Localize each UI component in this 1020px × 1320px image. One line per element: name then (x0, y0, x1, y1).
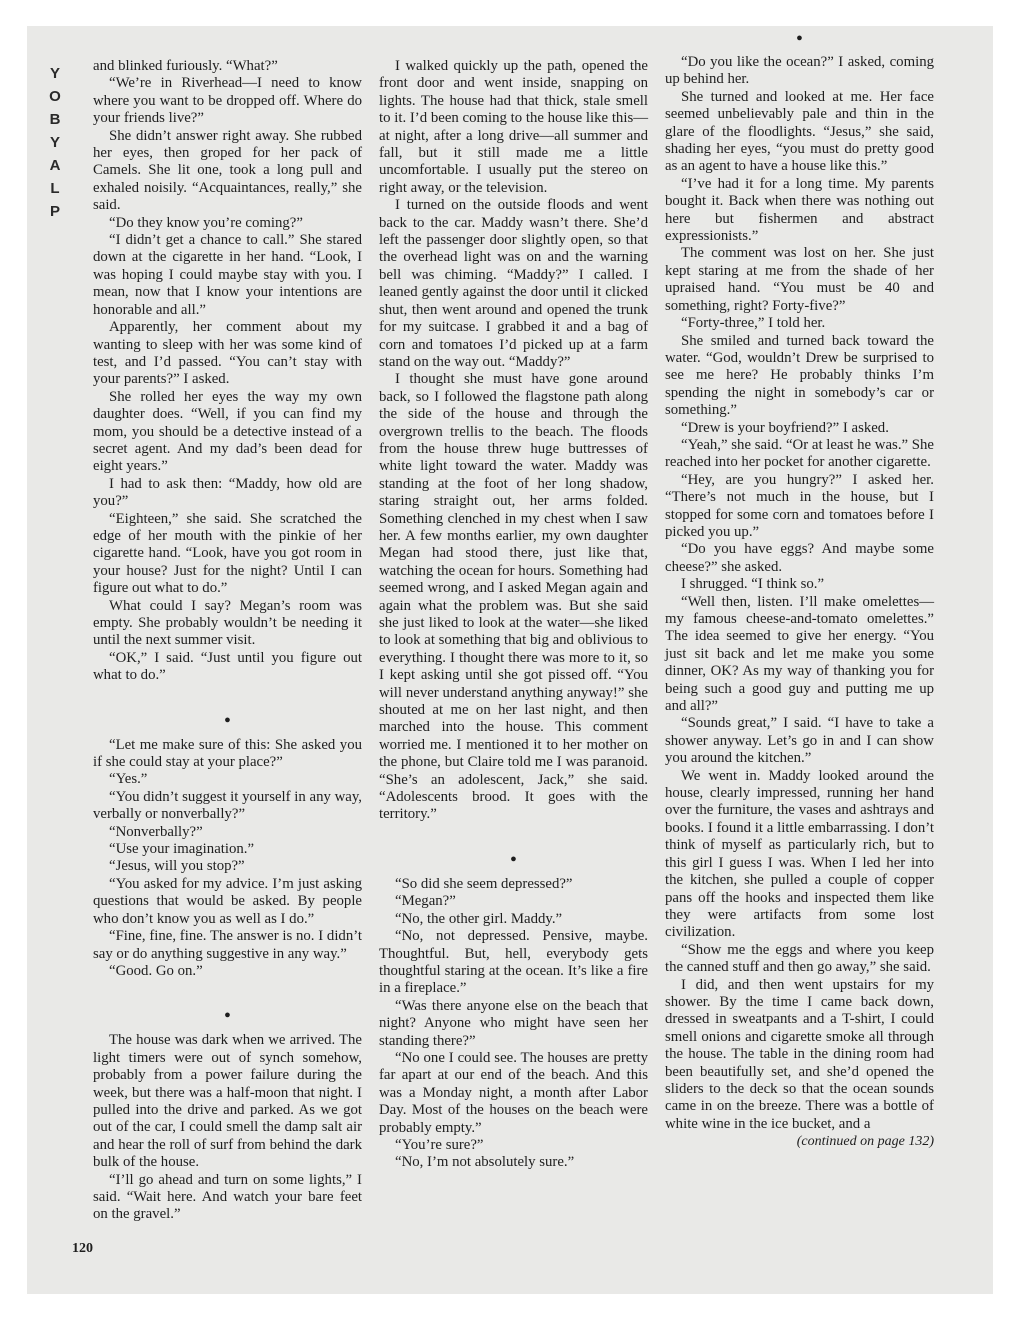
paragraph: She turned and looked at me. Her face seemed unbelievably pale and thin in the glare of the floodlights. “Jesus,” she said, shading her eyes, “you must do pretty good as an agent to have a house like this.” (665, 88, 934, 175)
paragraph: “No one I could see. The houses are pretty far apart at our end of the beach. And this was a Monday night, a month after Labor Day. Most of the houses on the beach were probably empty.” (379, 1049, 648, 1136)
page-number: 120 (72, 1241, 93, 1256)
magazine-page (27, 26, 993, 1294)
paragraph: I walked quickly up the path, opened the front door and went inside, snapping on lights. The house had that thick, stale smell to it. I’d been coming to the house like this—at night, after a long drive—all summer and fall, but it still made me a little uncomfortable. I usually put the stereo on right away, or the television. (379, 58, 648, 196)
running-head-letter: Y (49, 65, 60, 82)
running-head-letter: O (49, 88, 61, 105)
paragraph: “I’ve had it for a long time. My parents bought it. Back when there was nothing out here but fishermen and abstract expressionists.” (665, 175, 934, 245)
section-break-bullet: ● (224, 1009, 231, 1022)
paragraph: “You asked for my advice. I’m just asking questions that would be asked. By people who don’t know you as well as I do.” (93, 875, 362, 927)
paragraph: “Eighteen,” she said. She scratched the edge of her mouth with the pinkie of her cigarette hand. “Look, have you got room in your house? Just for the night? Until I can figure out what to do.” (93, 510, 362, 597)
paragraph: “Yeah,” she said. “Or at least he was.” She reached into her pocket for another cigarette. (665, 436, 934, 471)
section-break-bullet: ● (224, 713, 231, 726)
running-head-letter: A (49, 157, 61, 174)
paragraph: “Sounds great,” I said. “I have to take a shower anyway. Let’s go in and I can show you around the kitchen.” (665, 715, 934, 767)
running-head-letter: P (49, 203, 60, 220)
paragraph: I turned on the outside floods and went back to the car. Maddy wasn’t there. She’d left the passenger door slightly open, so that the overhead light was on and the warning bell was chiming. “Maddy?” I called. I leaned gently against the door until it clicked shut, then went around and opened the trunk for my suitcase. I grabbed it and a bag of corn and tomatoes I’d picked up at a farm stand on the way out. “Maddy?” (379, 197, 648, 370)
paragraph: Apparently, her comment about my wanting to sleep with her was some kind of test, and I’d passed. “You can’t stay with your parents?” I asked. (93, 319, 362, 388)
paragraph: “No, I’m not absolutely sure.” (395, 1154, 575, 1171)
paragraph: “Hey, are you hungry?” I asked her. “There’s not much in the house, but I stopped for some corn and tomatoes before I picked you up.” (665, 471, 934, 540)
paragraph: “Let me make sure of this: She asked you if she could stay at your place?” (93, 736, 362, 771)
paragraph: I did, and then went upstairs for my shower. By the time I came back down, dressed in sweatpants and a T-shirt, I could smell onions and cigarette smoke all through the house. The table in the dining room had been beautifully set, and she’d opened the sliders to the deck so that the ocean sounds came in on the breeze. There was a bottle of white wine in the ice bucket, and a (665, 976, 934, 1132)
paragraph: “Do you like the ocean?” I asked, coming up behind her. (665, 54, 934, 88)
continued-on-page-note: (continued on page 132) (796, 1134, 934, 1150)
paragraph: “Yes.” (109, 771, 148, 788)
paragraph: I thought she must have gone around back, so I followed the flagstone path along the side of the house and through the overgrown trellis to the beach. The floods from the house threw huge buttresses of white light toward the water. Maddy was standing at the foot of her long shadow, staring straight out, her arms folded. Something clenched in my chest when I saw her. A few months earlier, my own daughter Megan had stood there, just like that, watching the ocean for hours. Something had seemed wrong, and I asked Megan again and again what the problem was. But she said she just liked to look at the water—she liked to look at something that big and oblivious to everything. I thought there was more to it, so I kept asking until she got pissed off. “You will never understand anything anyway!” she shouted at me on her last night, and then marched into the house. This comment worried me. I mentioned it to her mother on the phone, but Claire told me I was paranoid. “She’s an adolescent, Jack,” she said. “Adolescents brood. It goes with the territory.” (379, 371, 648, 823)
paragraph: “We’re in Riverhead—I need to know where you want to be dropped off. Where do your friends live?” (93, 75, 362, 127)
paragraph: What could I say? Megan’s room was empty. She probably wouldn’t be needing it until the next summer visit. (93, 597, 362, 649)
paragraph: “Drew is your boyfriend?” I asked. (681, 419, 889, 436)
paragraph: “Jesus, will you stop?” (109, 858, 245, 875)
paragraph: “Megan?” (395, 893, 456, 910)
paragraph: “Nonverbally?” (109, 823, 203, 840)
running-head-letter: B (49, 111, 61, 128)
paragraph: She didn’t answer right away. She rubbed her eyes, then groped for her pack of Camels. She lit one, took a long pull and exhaled noisily. “Acquaintances, really,” she said. (93, 127, 362, 214)
running-head-letter: L (50, 180, 60, 197)
paragraph: She smiled and turned back toward the water. “God, wouldn’t Drew be surprised to see me here? He probably thinks I’m spending the night in somebody’s car or something.” (665, 332, 934, 419)
paragraph: “OK,” I said. “Just until you figure out what to do.” (93, 649, 362, 684)
paragraph: The comment was lost on her. She just kept staring at me from the shade of her upraised hand. “You must be 40 and something, right? Forty-five?” (665, 245, 934, 314)
paragraph: “So did she seem depressed?” (395, 875, 573, 892)
text-column-2 (379, 58, 648, 1172)
paragraph: “Was there anyone else on the beach that night? Anyone who might have seen her standing there?” (379, 997, 648, 1049)
section-break-bullet: ● (796, 32, 803, 44)
paragraph: “Do they know you’re coming?” (109, 214, 303, 231)
paragraph: “I didn’t get a chance to call.” She stared down at the cigarette in her hand. “Look, I was hoping I could maybe stay with you. I mean, now that I know your intentions are honorable and all.” (93, 232, 362, 318)
text-column-3 (665, 32, 934, 1151)
paragraph: “Use your imagination.” (109, 841, 255, 858)
paragraph: and blinked furiously. “What?” (93, 58, 278, 74)
paragraph: I had to ask then: “Maddy, how old are you?” (93, 475, 362, 510)
running-head-letter: Y (49, 134, 60, 151)
paragraph: “Well then, listen. I’ll make omelettes—my famous cheese-and-tomato omelettes.” The idea seemed to give her energy. “You just sit back and let me make you some dinner, OK? As my way of thanking you for being such a good guy and putting me up and all?” (665, 593, 934, 715)
paragraph: “Forty-three,” I told her. (681, 315, 826, 332)
paragraph: “Do you have eggs? And maybe some cheese?” she asked. (665, 541, 934, 575)
paragraph: “Fine, fine, fine. The answer is no. I didn’t say or do anything suggestive in any way.” (93, 928, 362, 962)
paragraph: “You’re sure?” (395, 1136, 484, 1153)
paragraph: She rolled her eyes the way my own daughter does. “Well, if you can find my mom, you should be a detective instead of a secret agent. And my dad’s been dead for eight years.” (93, 388, 362, 475)
paragraph: I shrugged. “I think so.” (681, 576, 825, 593)
paragraph: “I’ll go ahead and turn on some lights,” I said. “Wait here. And watch your bare feet on the gravel.” (93, 1171, 362, 1223)
paragraph: “You didn’t suggest it yourself in any way, verbally or nonverbally?” (93, 788, 362, 823)
paragraph: “No, the other girl. Maddy.” (395, 910, 563, 927)
paragraph: We went in. Maddy looked around the house, clearly impressed, running her hand over the furniture, the vases and ashtrays and books. I found it a little embarrassing. I don’t think of myself as particularly rich, but to this girl I guess I was. When I led her into the kitchen, she pulled a couple of copper pans off the hooks and inspected them like they were artifacts from some lost civilization. (665, 767, 934, 941)
magazine-running-head (43, 62, 67, 223)
section-break-bullet: ● (510, 852, 517, 865)
text-column-1 (93, 58, 362, 1224)
paragraph: “Show me the eggs and where you keep the canned stuff and then go away,” she said. (665, 941, 934, 976)
paragraph: The house was dark when we arrived. The light timers were out of synch somehow, probably from a power failure during the week, but there was a half-moon that night. I pulled into the drive and parked. As we got out of the car, I could smell the damp salt air and hear the roll of surf from behind the dark bulk of the house. (93, 1032, 362, 1171)
paragraph: “No, not depressed. Pensive, maybe. Thoughtful. But, hell, everybody gets thoughtful staring at the ocean. It’s like a fire in a fireplace.” (379, 928, 648, 997)
paragraph: “Good. Go on.” (109, 962, 203, 979)
